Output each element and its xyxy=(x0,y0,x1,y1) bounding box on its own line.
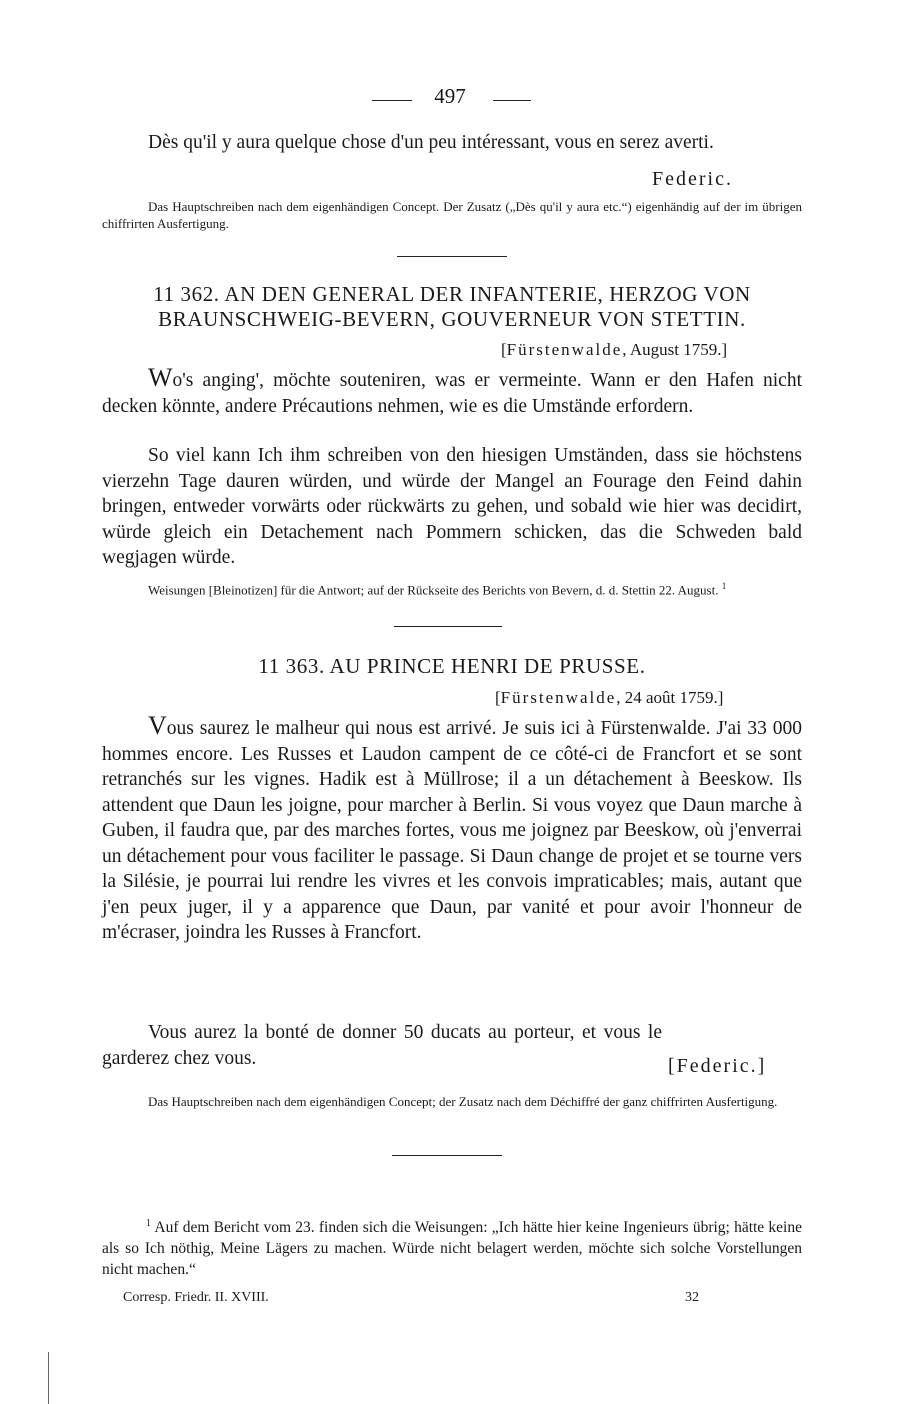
footnote-marker: 1 xyxy=(146,1218,151,1229)
top-letter-signature: Federic. xyxy=(652,168,733,190)
dateline-place: Fürstenwalde xyxy=(506,340,623,359)
letter-11362-initial: W xyxy=(148,363,173,392)
dateline-place: Fürstenwalde xyxy=(500,688,617,707)
dateline-date: , August 1759.] xyxy=(622,340,728,359)
letter-11362-heading-line2: BRAUNSCHWEIG-BEVERN, GOUVERNEUR VON STETTIN. xyxy=(158,307,746,331)
top-letter-note: Das Hauptschreiben nach dem eigenhändigen Concept. Der Zusatz („Dès qu'il y aura etc.“) eigenhändig auf der im übrigen chiffrirten Ausfertigung. xyxy=(102,199,802,231)
separator-rule xyxy=(394,626,502,627)
letter-11363-dateline xyxy=(495,688,723,708)
letter-11362-para2: So viel kann Ich ihm schreiben von den hiesigen Umständen, dass sie höchstens vierzehn Tage dauren würden, und würde der Mangel an Fourage den Feind dahin bringen, entweder vorwärts oder rückwärts zu gehen, und sobald wie hier was decidirt, würde gleich ein Detachement nach Pommern schicken, das die Schweden bald wegjagen würde. xyxy=(102,445,802,568)
letter-11363-initial: V xyxy=(148,711,167,740)
dateline-open-bracket: [ xyxy=(501,340,507,359)
letter-11362-para1-text: o's anging', möchte souteniren, was er vermeinte. Wann er den Hafen nicht decken könnte, andere Précautions nehmen, wie es die Umstände erfordern. xyxy=(102,370,802,417)
footer-signature-number: 32 xyxy=(685,1290,699,1305)
letter-11362-note xyxy=(102,578,802,599)
letter-11362-heading xyxy=(102,282,802,332)
letter-11363-signature: [Federic.] xyxy=(668,1055,767,1077)
separator-rule xyxy=(397,256,507,257)
top-letter-text: Dès qu'il y aura quelque chose d'un peu intéressant, vous en serez averti. xyxy=(148,132,714,153)
letter-11362-note-text: Weisungen [Bleinotizen] für die Antwort; auf der Rückseite des Berichts von Bevern, d. d. Stettin 22. August. xyxy=(148,582,719,598)
letter-11363-note: Das Hauptschreiben nach dem eigenhändigen Concept; der Zusatz nach dem Déchiffré der ganz chiffrirten Ausfertigung. xyxy=(148,1094,778,1109)
page-number: 497 xyxy=(434,84,466,108)
separator-rule xyxy=(392,1155,502,1156)
header-rule-right xyxy=(493,100,531,101)
letter-11363-heading: 11 363. AU PRINCE HENRI DE PRUSSE. xyxy=(258,654,646,678)
footnote xyxy=(102,1213,802,1280)
dateline-open-bracket: [ xyxy=(495,688,501,707)
dateline-date: , 24 août 1759.] xyxy=(616,688,724,707)
footnote-text: Auf dem Bericht vom 23. finden sich die Weisungen: „Ich hätte hier keine Ingenieurs übrig; hätte keine als so Ich nöthig, Meine Lägers zu machen. Würde nicht belagert werden, möchte sich solche Vorstellungen nicht machen.“ xyxy=(102,1219,802,1279)
footer-source: Corresp. Friedr. II. XVIII. xyxy=(123,1290,269,1305)
letter-11362-para1 xyxy=(102,365,802,419)
letter-11363-para1-text: ous saurez le malheur qui nous est arrivé. Je suis ici à Fürstenwalde. J'ai 33 000 hommes encore. Les Russes et Laudon campent de ce côté-ci de Francfort et se sont retranchés sur les vignes. Hadik est à Müllrose; il a un détachement à Beeskow. Ils attendent que Daun les joigne, pour marcher à Berlin. Si vous voyez que Daun marche à Guben, il faudra que, par des marches fortes, vous me joignez par Beeskow, où j'enverrai un détachement pour vous faciliter le passage. Si Daun change de projet et se tourne vers la Silésie, je pourrai lui rendre les vivres et les convois impraticables; mais, autant que j'en peux juger, il y a apparence que Daun, par vanité et pour avoir l'honneur de m'écraser, joindra les Russes à Francfort. xyxy=(102,718,802,943)
letter-11362-dateline xyxy=(501,340,727,360)
letter-11363-para1 xyxy=(102,713,802,946)
letter-11363-para2: Vous aurez la bonté de donner 50 ducats au porteur, et vous le garderez chez vous. xyxy=(102,1022,662,1069)
footnote-ref: 1 xyxy=(721,581,727,591)
margin-line xyxy=(48,1352,49,1404)
letter-11362-heading-line1: 11 362. AN DEN GENERAL DER INFANTERIE, HERZOG VON xyxy=(153,282,751,306)
